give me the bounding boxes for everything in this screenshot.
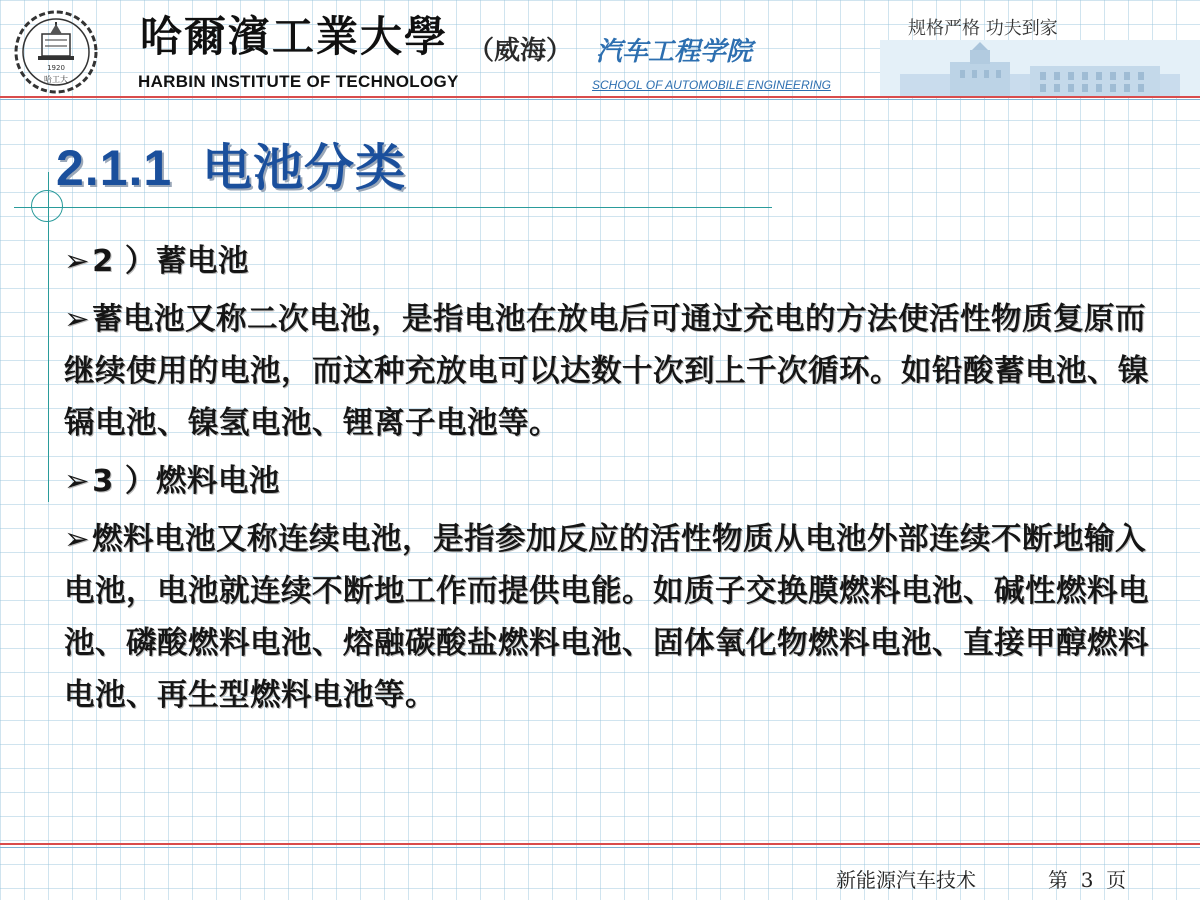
university-name-cn: 哈爾濱工業大學 — [140, 12, 449, 61]
title-text: 电池分类 — [202, 139, 407, 197]
title-underline-decoration — [14, 207, 772, 208]
section-heading-storage-battery — [64, 236, 1164, 288]
footer-divider-blue — [0, 847, 1200, 848]
campus-branch: （威海） — [468, 36, 573, 66]
content-body — [64, 236, 1164, 728]
footer-course-name: 新能源汽车技术 — [836, 868, 976, 892]
paragraph-storage-battery — [64, 294, 1164, 450]
arrow-bullet-icon: ➢ — [64, 522, 91, 557]
header-divider-red — [0, 96, 1200, 98]
page-prefix: 第 — [1048, 868, 1068, 892]
paragraph-fuel-cell — [64, 514, 1164, 722]
paragraph-text: 燃料电池又称连续电池，是指参加反应的活性物质从电池外部连续不断地输入电池，电池就连续不断地工作而提供电能。如质子交换膜燃料电池、碱性燃料电池、磷酸燃料电池、熔融碳酸盐燃料电池、固体氧化物燃料电池、直接甲醇燃料电池、再生型燃料电池等。 — [64, 522, 1149, 713]
logo-name-text: 哈工大 — [44, 75, 68, 84]
arrow-bullet-icon: ➢ — [64, 244, 91, 279]
school-name-en: SCHOOL OF AUTOMOBILE ENGINEERING — [592, 78, 831, 92]
motto: 规格严格 功夫到家 — [908, 18, 1058, 39]
paragraph-text: 2 ）蓄电池 — [92, 244, 249, 279]
school-name-cn: 汽车工程学院 — [596, 37, 753, 67]
header-banner — [0, 0, 1200, 100]
header-divider-blue — [0, 99, 1200, 100]
logo-year-text: 1920 — [47, 64, 65, 72]
paragraph-text: 3 ）燃料电池 — [92, 464, 280, 499]
section-heading-fuel-cell — [64, 456, 1164, 508]
campus-building-image — [880, 40, 1200, 98]
circle-decoration — [31, 190, 63, 222]
page-number: 3 — [1080, 868, 1094, 892]
page-indicator — [1048, 864, 1126, 893]
arrow-bullet-icon: ➢ — [64, 302, 91, 337]
page-suffix: 页 — [1106, 868, 1127, 892]
university-name-en: HARBIN INSTITUTE OF TECHNOLOGY — [138, 72, 459, 91]
footer-divider-red — [0, 843, 1200, 845]
arrow-bullet-icon: ➢ — [64, 464, 91, 499]
paragraph-text: 蓄电池又称二次电池，是指电池在放电后可通过充电的方法使活性物质复原而继续使用的电池，而这种充放电可以达数十次到上千次循环。如铅酸蓄电池、镍镉电池、镍氢电池、锂离子电池等。 — [64, 302, 1149, 441]
university-logo-emblem — [12, 8, 100, 96]
title-number: 2.1.1 — [56, 140, 173, 196]
slide-title — [56, 128, 406, 200]
